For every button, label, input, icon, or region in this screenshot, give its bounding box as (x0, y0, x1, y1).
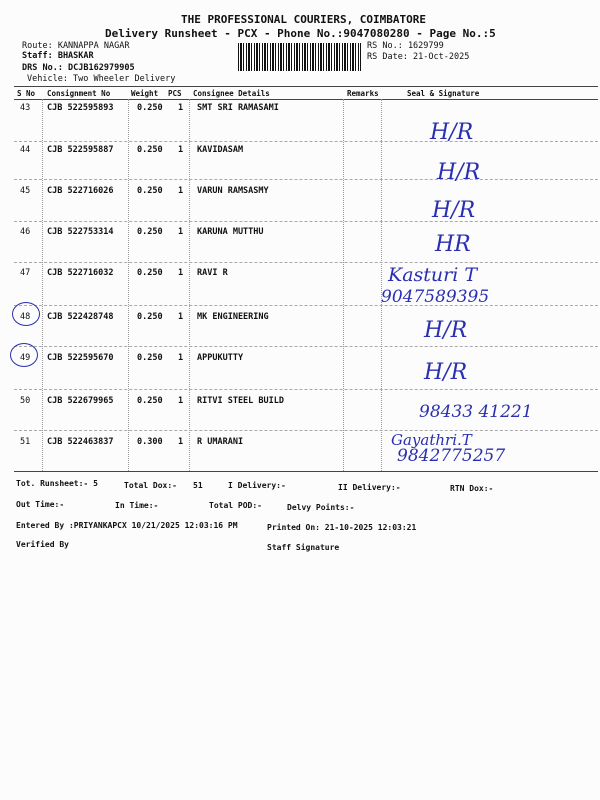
row-consignment: CJB 522463837 (47, 437, 114, 447)
row-consignee: RITVI STEEL BUILD (197, 396, 284, 406)
handwritten-signature: H/R (437, 160, 481, 185)
pen-circle-48 (12, 302, 40, 326)
row-consignee: KAVIDASAM (197, 145, 244, 155)
total-dox-label: Total Dox:- (124, 481, 177, 490)
delvy-points-label: Delvy Points:- (287, 503, 355, 512)
row-consignee: R UMARANI (197, 437, 244, 447)
col-consignee: Consignee Details (193, 89, 270, 98)
row-consignee: KARUNA MUTTHU (197, 227, 264, 237)
out-time-label: Out Time:- (16, 500, 65, 509)
row-weight: 0.300 (137, 437, 163, 447)
ii-delivery-label: II Delivery:- (338, 483, 401, 492)
col-remarks: Remarks (347, 89, 379, 98)
row-weight: 0.250 (137, 145, 163, 155)
row-consignment: CJB 522595670 (47, 353, 114, 363)
row-pcs: 1 (178, 312, 184, 322)
row-sno: 48 (20, 312, 31, 322)
col-weight: Weight (131, 89, 159, 98)
row-weight: 0.250 (137, 396, 163, 406)
row-sno: 50 (20, 396, 31, 406)
row-weight: 0.250 (137, 353, 163, 363)
handwritten-phone: 9047589395 (381, 287, 490, 307)
rtn-dox-label: RTN Dox:- (450, 484, 494, 493)
row-weight: 0.250 (137, 268, 163, 278)
row-weight: 0.250 (137, 186, 163, 196)
row-consignee: APPUKUTTY (197, 353, 244, 363)
handwritten-signature: Gayathri.T (391, 431, 472, 449)
handwritten-signature: Kasturi T (388, 264, 478, 286)
staff-label: Staff: BHASKAR (22, 51, 94, 61)
row-consignment: CJB 522595887 (47, 145, 114, 155)
row-pcs: 1 (178, 396, 184, 406)
row-consignment: CJB 522716026 (47, 186, 114, 196)
row-pcs: 1 (178, 227, 184, 237)
entered-by: Entered By :PRIYANKAPCX 10/21/2025 12:03:16 PM (16, 521, 238, 530)
in-time-label: In Time:- (115, 501, 159, 510)
total-dox-value: 51 (193, 481, 203, 490)
row-consignee: VARUN RAMSASMY (197, 186, 269, 196)
row-weight: 0.250 (137, 227, 163, 237)
row-pcs: 1 (178, 103, 184, 113)
row-consignee: MK ENGINEERING (197, 312, 269, 322)
row-sno: 46 (20, 227, 31, 237)
row-pcs: 1 (178, 437, 184, 447)
row-consignment: CJB 522595893 (47, 103, 114, 113)
barcode (238, 43, 361, 71)
row-sno: 43 (20, 103, 31, 113)
row-weight: 0.250 (137, 103, 163, 113)
row-sno: 47 (20, 268, 31, 278)
rs-date: RS Date: 21-Oct-2025 (367, 52, 470, 62)
row-pcs: 1 (178, 268, 184, 278)
row-consignee: SMT SRI RAMASAMI (197, 103, 279, 113)
row-pcs: 1 (178, 145, 184, 155)
row-pcs: 1 (178, 353, 184, 363)
drs-number: DRS No.: DCJB162979905 (22, 63, 135, 73)
staff-signature-label: Staff Signature (267, 543, 340, 552)
row-consignment: CJB 522753314 (47, 227, 114, 237)
runsheet-subtitle: Delivery Runsheet - PCX - Phone No.:9047080280 - Page No.:5 (105, 27, 496, 40)
printed-on: Printed On: 21-10-2025 12:03:21 (267, 523, 417, 532)
row-sno: 51 (20, 437, 31, 447)
row-consignment: CJB 522679965 (47, 396, 114, 406)
handwritten-phone: 98433 41221 (419, 402, 533, 422)
row-consignment: CJB 522716032 (47, 268, 114, 278)
handwritten-signature: H/R (424, 318, 468, 343)
handwritten-phone: 9842775257 (397, 446, 506, 466)
col-seal-signature: Seal & Signature (407, 89, 480, 98)
row-sno: 45 (20, 186, 31, 196)
company-title: THE PROFESSIONAL COURIERS, COIMBATORE (181, 13, 427, 26)
handwritten-signature: HR (435, 232, 471, 257)
i-delivery-label: I Delivery:- (228, 481, 286, 490)
row-pcs: 1 (178, 186, 184, 196)
row-consignment: CJB 522428748 (47, 312, 114, 322)
handwritten-signature: H/R (432, 198, 476, 223)
handwritten-signature: H/R (430, 120, 474, 145)
col-consignment: Consignment No (47, 89, 111, 98)
verified-by-label: Verified By (16, 540, 69, 549)
col-sno: S No (17, 89, 36, 98)
route-label: Route: KANNAPPA NAGAR (22, 41, 130, 51)
rs-number: RS No.: 1629799 (367, 41, 444, 51)
total-pod-label: Total POD:- (209, 501, 262, 510)
total-runsheet: Tot. Runsheet:- 5 (16, 479, 98, 488)
row-sno: 49 (20, 353, 31, 363)
row-sno: 44 (20, 145, 31, 155)
handwritten-signature: H/R (424, 360, 468, 385)
vehicle-label: Vehicle: Two Wheeler Delivery (27, 74, 176, 84)
col-pcs: PCS (168, 89, 182, 98)
pen-circle-49 (10, 343, 38, 367)
row-consignee: RAVI R (197, 268, 228, 278)
row-weight: 0.250 (137, 312, 163, 322)
